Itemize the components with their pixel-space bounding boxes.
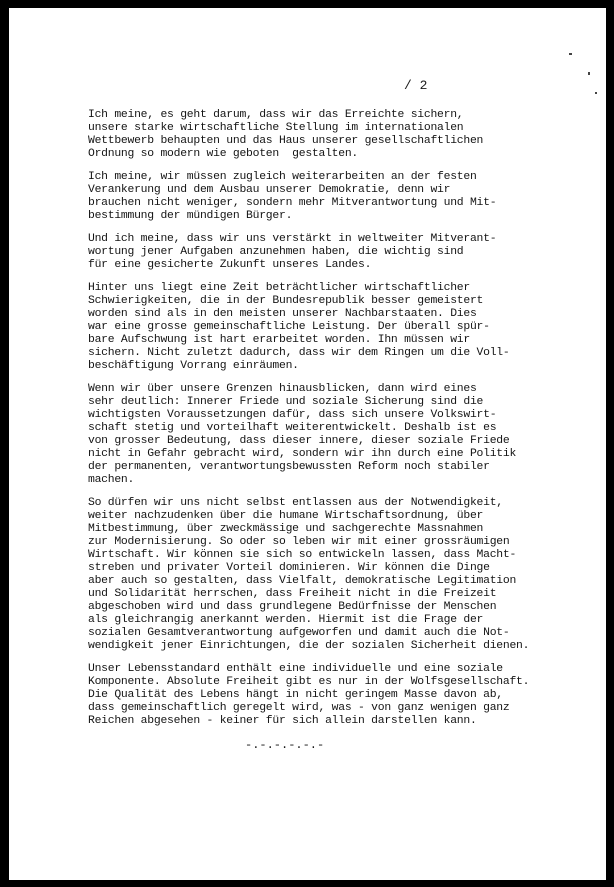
text-line: Und ich meine, dass wir uns verstärkt in weltweiter Mitverant- [88,233,497,245]
text-line: zur Modernisierung. So oder so leben wir mit einer grossräumigen [88,536,510,548]
paragraph [88,282,588,373]
text-line: unsere starke wirtschaftliche Stellung im internationalen [88,122,464,134]
text-line: Die Qualität des Lebens hängt in nicht geringem Masse davon ab, [88,689,503,701]
paragraph [88,109,588,161]
text-line: Reichen abgesehen - keiner für sich allein darstellen kann. [88,715,477,727]
text-line: Ordnung so modern wie geboten gestalten. [88,148,359,160]
text-line: sichern. Nicht zuletzt dadurch, dass wir dem Ringen um die Voll- [88,347,510,359]
text-line: wichtigsten Voraussetzungen dafür, dass sich unsere Volkswirt- [88,409,497,421]
paragraph [88,171,588,223]
text-line: von grosser Bedeutung, dass dieser innere, dieser soziale Friede [88,435,510,447]
text-line: Wenn wir über unsere Grenzen hinausblicken, dann wird eines [88,383,477,395]
text-line: dass gemeinschaftlich geregelt wird, was - von ganz wenigen ganz [88,702,510,714]
paragraph [88,663,588,728]
text-line: machen. [88,474,135,486]
text-line: der permanenten, verantwortungsbewussten Reform noch stabiler [88,461,490,473]
document-page [9,8,606,880]
text-line: schaft stetig und vorteilhaft weiterentwickelt. Deshalb ist es [88,422,497,434]
scan-speck [595,92,597,94]
text-line: wortung jener Aufgaben anzunehmen haben, die wichtig sind [88,246,464,258]
text-line: Ich meine, es geht darum, dass wir das Erreichte sichern, [88,109,464,121]
text-line: Komponente. Absolute Freiheit gibt es nur in der Wolfsgesellschaft. [88,676,530,688]
text-line: wendigkeit jener Einrichtungen, die der sozialen Sicherheit dienen. [88,640,530,652]
text-line: Wettbewerb behaupten und das Haus unserer gesellschaftlichen [88,135,484,147]
text-line: brauchen nicht weniger, sondern mehr Mitverantwortung und Mit- [88,197,497,209]
text-line: sozialen Gesamtverantwortung aufgeworfen und damit auch die Not- [88,627,510,639]
text-line: bestimmung der mündigen Bürger. [88,210,293,222]
text-line: aber auch so gestalten, dass Vielfalt, demokratische Legitimation [88,575,517,587]
text-line: abgeschoben wird und dass grundlegene Bedürfnisse der Menschen [88,601,497,613]
text-line: Ich meine, wir müssen zugleich weiterarbeiten an der festen [88,171,477,183]
text-line: Verankerung und dem Ausbau unserer Demokratie, denn wir [88,184,451,196]
body-text [88,109,588,738]
text-line: sehr deutlich: Innerer Friede und soziale Sicherung sind die [88,396,484,408]
paragraph [88,497,588,653]
text-line: Schwierigkeiten, die in der Bundesrepublik besser gemeistert [88,295,484,307]
text-line: beschäftigung Vorrang einräumen. [88,360,299,372]
scan-speck [588,72,590,75]
text-line: und Solidarität herrschen, dass Freiheit nicht in die Freizeit [88,588,497,600]
text-line: So dürfen wir uns nicht selbst entlassen aus der Notwendigkeit, [88,497,503,509]
text-line: nicht in Gefahr gebracht wird, sondern wir ihn durch eine Politik [88,448,517,460]
text-line: für eine gesicherte Zukunft unseres Landes. [88,259,372,271]
text-line: Unser Lebensstandard enthält eine individuelle und eine soziale [88,663,503,675]
paragraph [88,383,588,487]
text-line: worden sind als in den meisten unserer Nachbarstaaten. Dies [88,308,477,320]
text-line: Wirtschaft. Wir können sie sich so entwickeln lassen, dass Macht- [88,549,517,561]
text-line: war eine grosse gemeinschaftliche Leistung. Der überall spür- [88,321,490,333]
text-line: Hinter uns liegt eine Zeit beträchtlicher wirtschaftlicher [88,282,470,294]
scan-speck [569,53,572,55]
text-line: streben und privater Vorteil dominieren. Wir können die Dinge [88,562,490,574]
text-line: Mitbestimmung, über zweckmässige und sachgerechte Massnahmen [88,523,484,535]
text-line: bare Aufschwung ist hart erarbeitet worden. Ihn müssen wir [88,334,470,346]
paragraph [88,233,588,272]
text-line: als gleichrangig anerkannt werden. Hiermit ist die Frage der [88,614,484,626]
text-line: weiter nachzudenken über die humane Wirtschaftsordnung, über [88,510,484,522]
page-number: / 2 [404,78,428,93]
closing-mark: -.-.-.-.-.- [245,738,325,752]
